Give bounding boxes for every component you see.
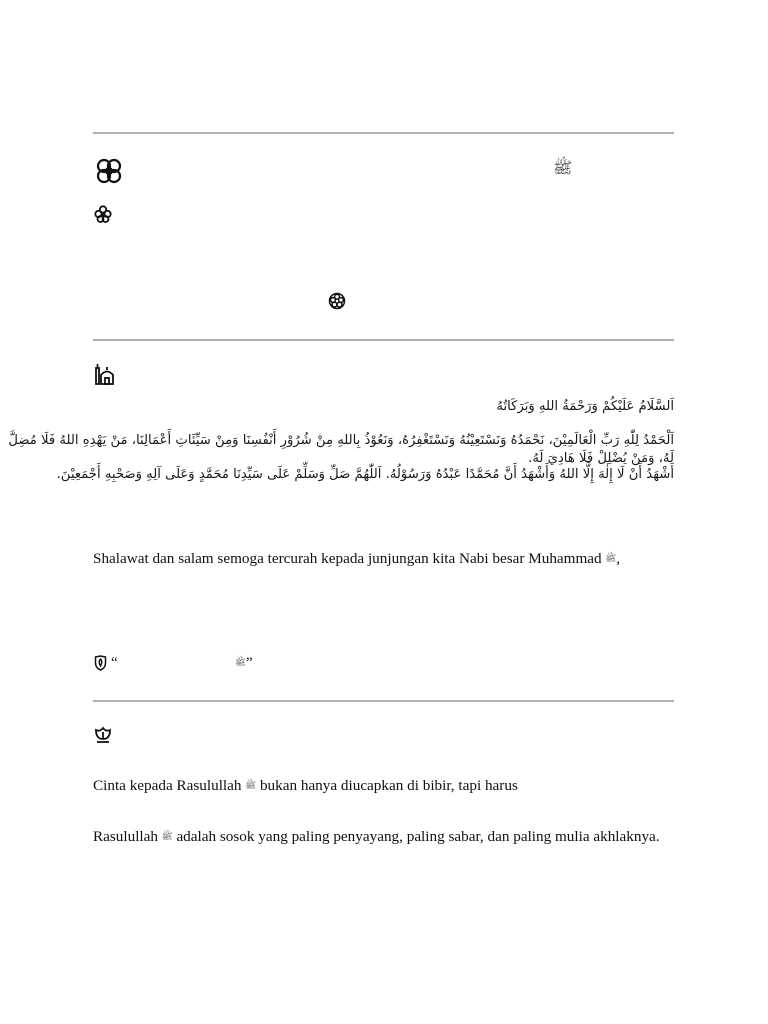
divider-top bbox=[93, 132, 674, 134]
para2-start: Rasulullah bbox=[93, 828, 158, 845]
para1-start: Cinta kepada Rasulullah bbox=[93, 777, 242, 794]
shalawat-paragraph bbox=[93, 549, 693, 569]
honorific-glyph-icon: ﷺ bbox=[235, 658, 246, 668]
quote-open-mark: “ bbox=[111, 654, 118, 671]
rosette-icon bbox=[328, 292, 346, 310]
arabic-opening-line3: أَشْهَدُ أَنْ لَا إِلٰهَ إِلَّا اللهُ وَأَشْهَدُ أَنَّ مُحَمَّدًا عَبْدُهُ وَرَسُوْلُهُ. اَللّٰهُمَّ صَلِّ وَسَلِّمْ عَلَى سَيِّدِنَا مُحَمَّدٍ وَعَلَى آلِهِ وَصَحْبِهِ أَجْمَعِيْنَ. bbox=[56, 467, 674, 482]
honorific-glyph-icon: ﷺ bbox=[161, 832, 173, 842]
shalawat-text: Shalawat dan salam semoga tercurah kepada junjungan kita Nabi besar Muhammad bbox=[93, 550, 602, 567]
honorific-glyph-icon: ﷺ bbox=[245, 781, 257, 791]
small-flower-icon bbox=[94, 205, 112, 223]
honorific-glyph-icon: ﷺ bbox=[553, 158, 573, 177]
divider-bottom bbox=[93, 700, 674, 702]
divider-middle bbox=[93, 339, 674, 341]
quote-close-mark: ” bbox=[245, 654, 253, 671]
para2-end: adalah sosok yang paling penyayang, paling sabar, dan paling mulia akhlaknya. bbox=[176, 828, 660, 845]
knot-flower-icon bbox=[94, 157, 124, 185]
lotus-icon bbox=[94, 726, 112, 744]
shield-leaf-icon bbox=[94, 655, 107, 671]
rasulullah-character-paragraph bbox=[93, 827, 693, 847]
mosque-icon bbox=[94, 363, 116, 385]
love-rasulullah-paragraph bbox=[93, 776, 693, 796]
arabic-opening-line1: اَلْحَمْدُ لِلّٰهِ رَبِّ الْعَالَمِيْنَ، نَحْمَدُهُ وَنَسْتَعِيْنُهُ وَنَسْتَغْفِرُهُ، وَنَعُوْذُ بِاللهِ مِنْ شُرُوْرِ أَنْفُسِنَا وَمِنْ سَيِّئَاتِ أَعْمَالِنَا، مَنْ يَهْدِهِ اللهُ فَلَا مُضِلَّ bbox=[8, 433, 674, 448]
honorific-glyph-icon: ﷺ bbox=[605, 554, 617, 564]
para1-end: bukan hanya diucapkan di bibir, tapi harus bbox=[259, 777, 518, 794]
shalawat-punct: , bbox=[616, 550, 621, 567]
quote-close bbox=[235, 653, 253, 673]
arabic-greeting: اَلسَّلَامُ عَلَيْكُمْ وَرَحْمَةُ اللهِ وَبَرَكَاتُهُ bbox=[496, 399, 674, 414]
arabic-opening-line2: لَهُ، وَمَنْ يُضْلِلْ فَلَا هَادِيَ لَهُ. bbox=[528, 451, 674, 466]
